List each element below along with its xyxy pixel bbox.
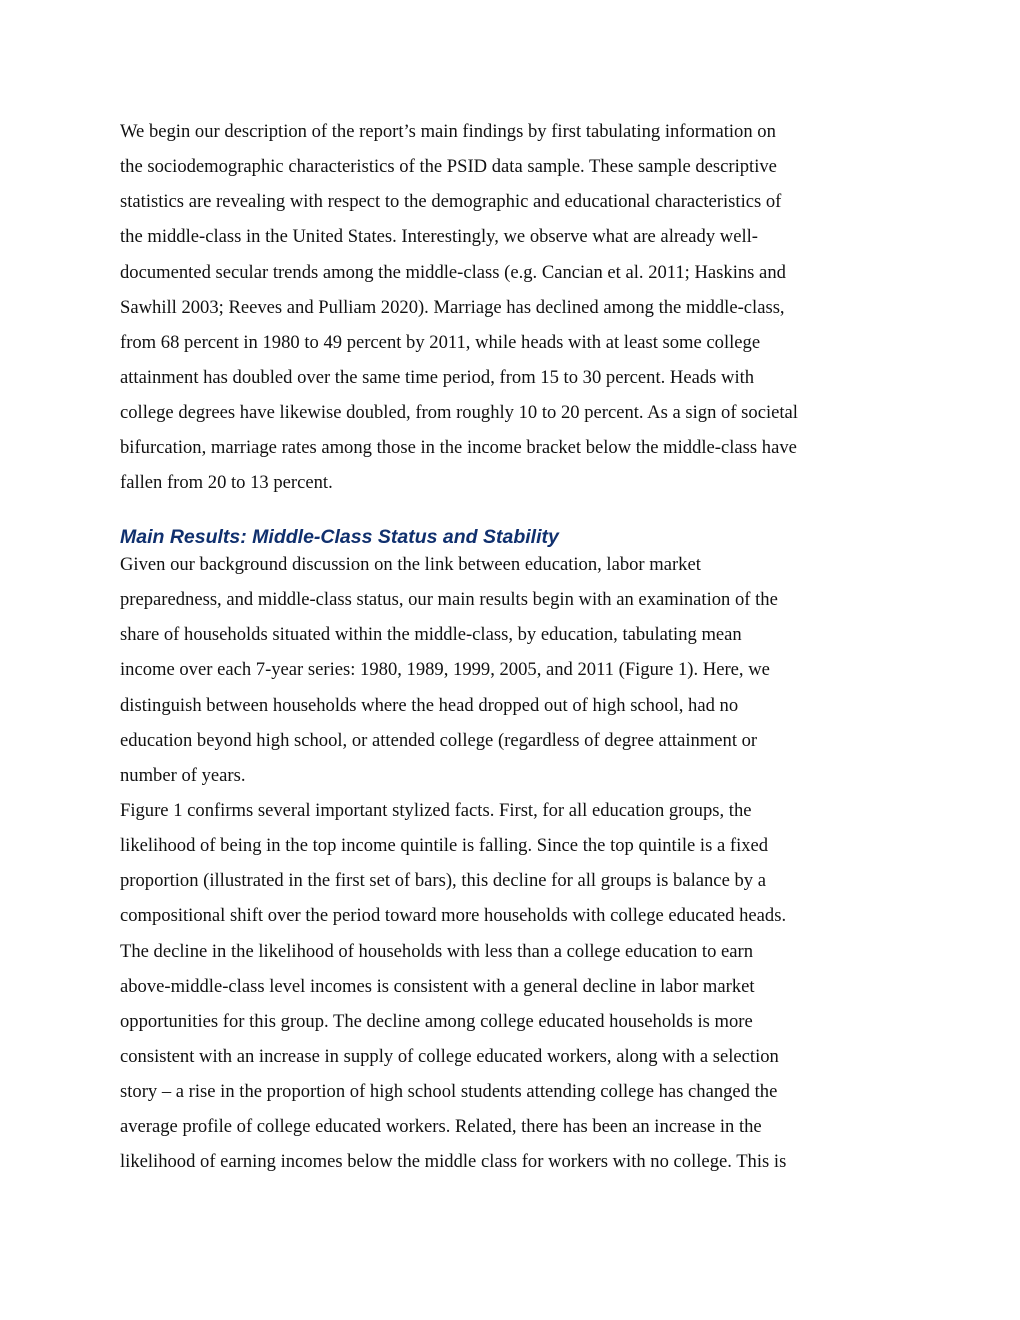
text-line: Given our background discussion on the link between education, labor market xyxy=(120,554,701,575)
text-line: attainment has doubled over the same time period, from 15 to 30 percent. Heads with xyxy=(120,366,755,388)
section-heading: Main Results: Middle-Class Status and Stability xyxy=(120,526,559,548)
text-line: fallen from 20 to 13 percent. xyxy=(120,472,333,494)
text-line: average profile of college educated workers. Related, there has been an increase in the xyxy=(120,1116,762,1138)
text-line: the sociodemographic characteristics of the PSID data sample. These sample descriptive xyxy=(120,156,777,178)
main-results-paragraph xyxy=(120,547,786,1180)
text-line: the middle-class in the United States. Interestingly, we observe what are already well- xyxy=(120,226,758,248)
text-line: college degrees have likewise doubled, from roughly 10 to 20 percent. As a sign of societal xyxy=(120,402,798,424)
text-line: distinguish between households where the head dropped out of high school, had no xyxy=(120,694,739,716)
text-line: likelihood of being in the top income quintile is falling. Since the top quintile is a fixed xyxy=(120,835,769,857)
text-line: We begin our description of the report’s main findings by first tabulating information on xyxy=(120,121,776,142)
text-line: number of years. xyxy=(120,764,246,786)
intro-paragraph xyxy=(120,114,798,501)
text-line: compositional shift over the period toward more households with college educated heads. xyxy=(120,905,787,927)
text-line: story – a rise in the proportion of high school students attending college has changed the xyxy=(120,1081,778,1103)
text-line: statistics are revealing with respect to the demographic and educational characteristics of xyxy=(120,191,782,213)
text-line: income over each 7-year series: 1980, 1989, 1999, 2005, and 2011 (Figure 1). Here, we xyxy=(120,659,770,681)
text-line: from 68 percent in 1980 to 49 percent by 2011, while heads with at least some college xyxy=(120,331,761,353)
text-line: bifurcation, marriage rates among those in the income bracket below the middle-class have xyxy=(120,437,797,459)
text-line: likelihood of earning incomes below the middle class for workers with no college. This is xyxy=(120,1151,787,1173)
text-line: proportion (illustrated in the first set of bars), this decline for all groups is balance by a xyxy=(120,870,766,892)
text-line: Sawhill 2003; Reeves and Pulliam 2020). Marriage has declined among the middle-class, xyxy=(120,296,785,318)
text-line: preparedness, and middle-class status, our main results begin with an examination of the xyxy=(120,589,778,611)
text-line: education beyond high school, or attended college (regardless of degree attainment or xyxy=(120,729,758,751)
text-line: above-middle-class level incomes is consistent with a general decline in labor market xyxy=(120,975,755,997)
text-line: documented secular trends among the middle-class (e.g. Cancian et al. 2011; Haskins and xyxy=(120,261,786,283)
text-line: opportunities for this group. The decline among college educated households is more xyxy=(120,1010,753,1032)
text-line: share of households situated within the middle-class, by education, tabulating mean xyxy=(120,624,742,646)
text-line: consistent with an increase in supply of college educated workers, along with a selection xyxy=(120,1045,779,1067)
text-line: Figure 1 confirms several important stylized facts. First, for all education groups, the xyxy=(120,799,752,821)
text-line: The decline in the likelihood of households with less than a college education to earn xyxy=(120,940,754,962)
